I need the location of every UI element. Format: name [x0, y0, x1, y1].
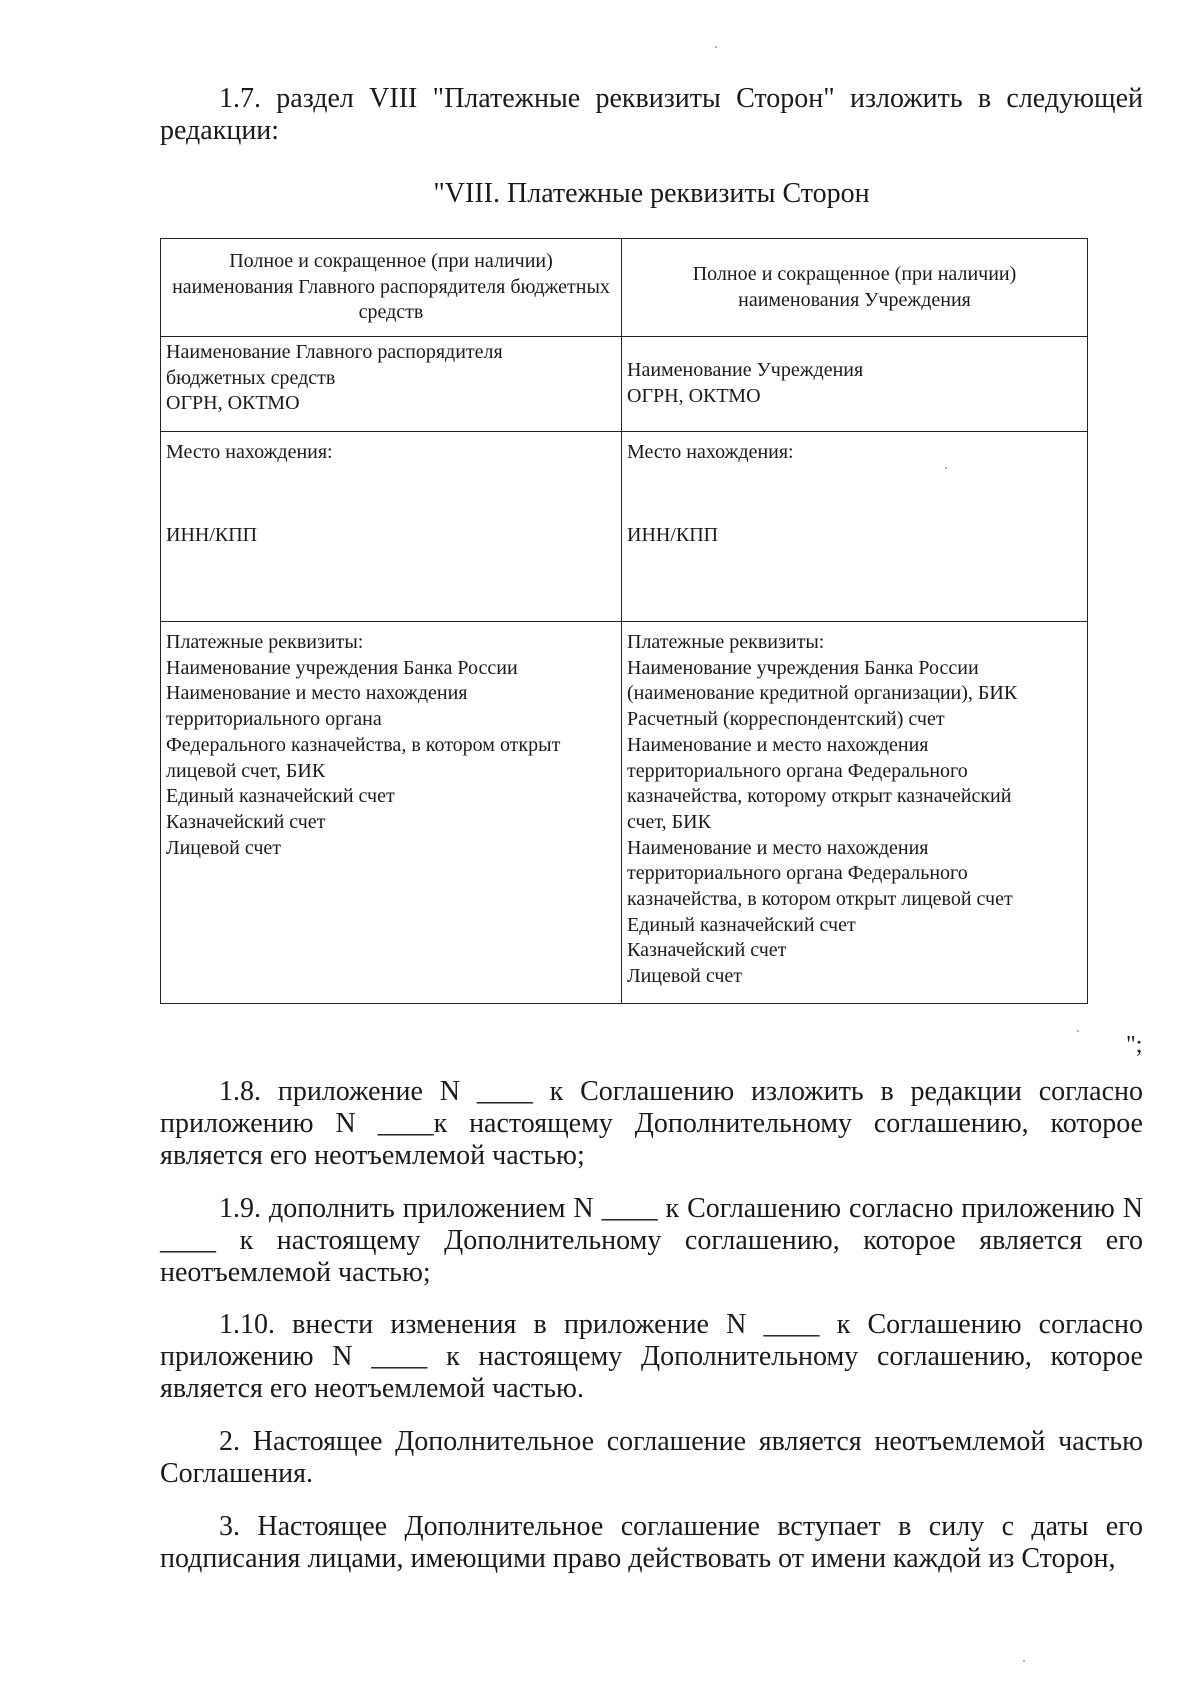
- cell-line: Наименование Учреждения: [627, 359, 864, 382]
- scan-speck: [1077, 1030, 1079, 1032]
- cell-line: Казначейский счет: [166, 810, 326, 833]
- paragraph-1-8: 1.8. приложение N ____ к Соглашению изложить в редакции согласно приложению N ____к настоящему Дополнительному соглашению, которое является его неотъемлемой частью;: [160, 1076, 1143, 1171]
- scan-speck: [1023, 1660, 1025, 1662]
- payment-details-table: [160, 238, 1088, 1004]
- cell-line: Единый казначейский счет: [166, 785, 395, 808]
- cell-name-left: [161, 337, 622, 432]
- cell-location-right: [622, 432, 1088, 622]
- cell-line: лицевой счет, БИК: [166, 759, 326, 782]
- cell-line: Наименование учреждения Банка России: [166, 656, 518, 679]
- cell-line: Лицевой счет: [627, 965, 743, 988]
- cell-line: Федерального казначейства, в котором открыт: [166, 733, 561, 756]
- table-row-names: [161, 337, 1088, 432]
- cell-line: Платежные реквизиты:: [627, 631, 825, 653]
- cell-payment-left: [161, 622, 622, 1004]
- cell-line: территориального органа Федерального: [627, 862, 968, 885]
- table-row-location: [161, 432, 1088, 622]
- header-institution: Полное и сокращенное (при наличии) наименования Учреждения: [622, 239, 1088, 337]
- cell-line: территориального органа Федерального: [627, 759, 968, 782]
- cell-line: казначейства, которому открыт казначейский: [627, 785, 1012, 808]
- cell-line: Наименование и место нахождения: [166, 682, 468, 705]
- cell-name-right: [622, 337, 1088, 432]
- location-label: Место нахождения:: [627, 441, 794, 463]
- cell-line: Единый казначейский счет: [627, 913, 856, 936]
- cell-line: территориального органа: [166, 708, 382, 731]
- cell-line: ОГРН, ОКТМО: [627, 385, 761, 407]
- scan-speck: [715, 46, 717, 48]
- cell-line: ОГРН, ОКТМО: [166, 392, 300, 415]
- cell-line: Наименование и место нахождения: [627, 733, 929, 756]
- scan-speck: [945, 467, 947, 469]
- cell-line: Наименование учреждения Банка России: [627, 656, 979, 679]
- cell-payment-right: [622, 622, 1088, 1004]
- cell-line: Платежные реквизиты:: [166, 631, 364, 653]
- paragraph-1-10: 1.10. внести изменения в приложение N ____ к Соглашению согласно приложению N ____ к настоящему Дополнительному соглашению, которое является его неотъемлемой частью.: [160, 1309, 1143, 1404]
- cell-line: Лицевой счет: [166, 836, 282, 859]
- header-chief-administrator: Полное и сокращенное (при наличии) наименования Главного распорядителя бюджетных средств: [161, 239, 622, 337]
- cell-line: бюджетных средств: [166, 366, 336, 389]
- paragraph-1-7: 1.7. раздел VIII "Платежные реквизиты Сторон" изложить в следующей редакции:: [160, 83, 1143, 146]
- section-title: "VIII. Платежные реквизиты Сторон: [433, 178, 870, 209]
- inn-label: ИНН/КПП: [166, 523, 258, 546]
- closing-quote-mark: ";: [1126, 1032, 1143, 1058]
- cell-line: счет, БИК: [627, 810, 711, 833]
- table-header-row: [161, 239, 1088, 337]
- paragraph-2: 2. Настоящее Дополнительное соглашение является неотъемлемой частью Соглашения.: [160, 1426, 1143, 1489]
- cell-line: Казначейский счет: [627, 939, 787, 962]
- cell-line: казначейства, в котором открыт лицевой счет: [627, 888, 1013, 911]
- location-label: Место нахождения:: [166, 441, 333, 463]
- paragraph-1-9: 1.9. дополнить приложением N ____ к Соглашению согласно приложению N ____ к настоящему Дополнительному соглашению, которое является его неотъемлемой частью;: [160, 1193, 1143, 1288]
- paragraph-3: 3. Настоящее Дополнительное соглашение вступает в силу с даты его подписания лицами, имеющими право действовать от имени каждой из Сторон,: [160, 1511, 1143, 1574]
- inn-label: ИНН/КПП: [627, 523, 719, 546]
- cell-line: Наименование Главного распорядителя: [166, 341, 503, 363]
- cell-line: Расчетный (корреспондентский) счет: [627, 708, 945, 731]
- cell-location-left: [161, 432, 622, 622]
- table-row-payment: [161, 622, 1088, 1004]
- cell-line: (наименование кредитной организации), БИК: [627, 682, 1018, 705]
- cell-line: Наименование и место нахождения: [627, 836, 929, 859]
